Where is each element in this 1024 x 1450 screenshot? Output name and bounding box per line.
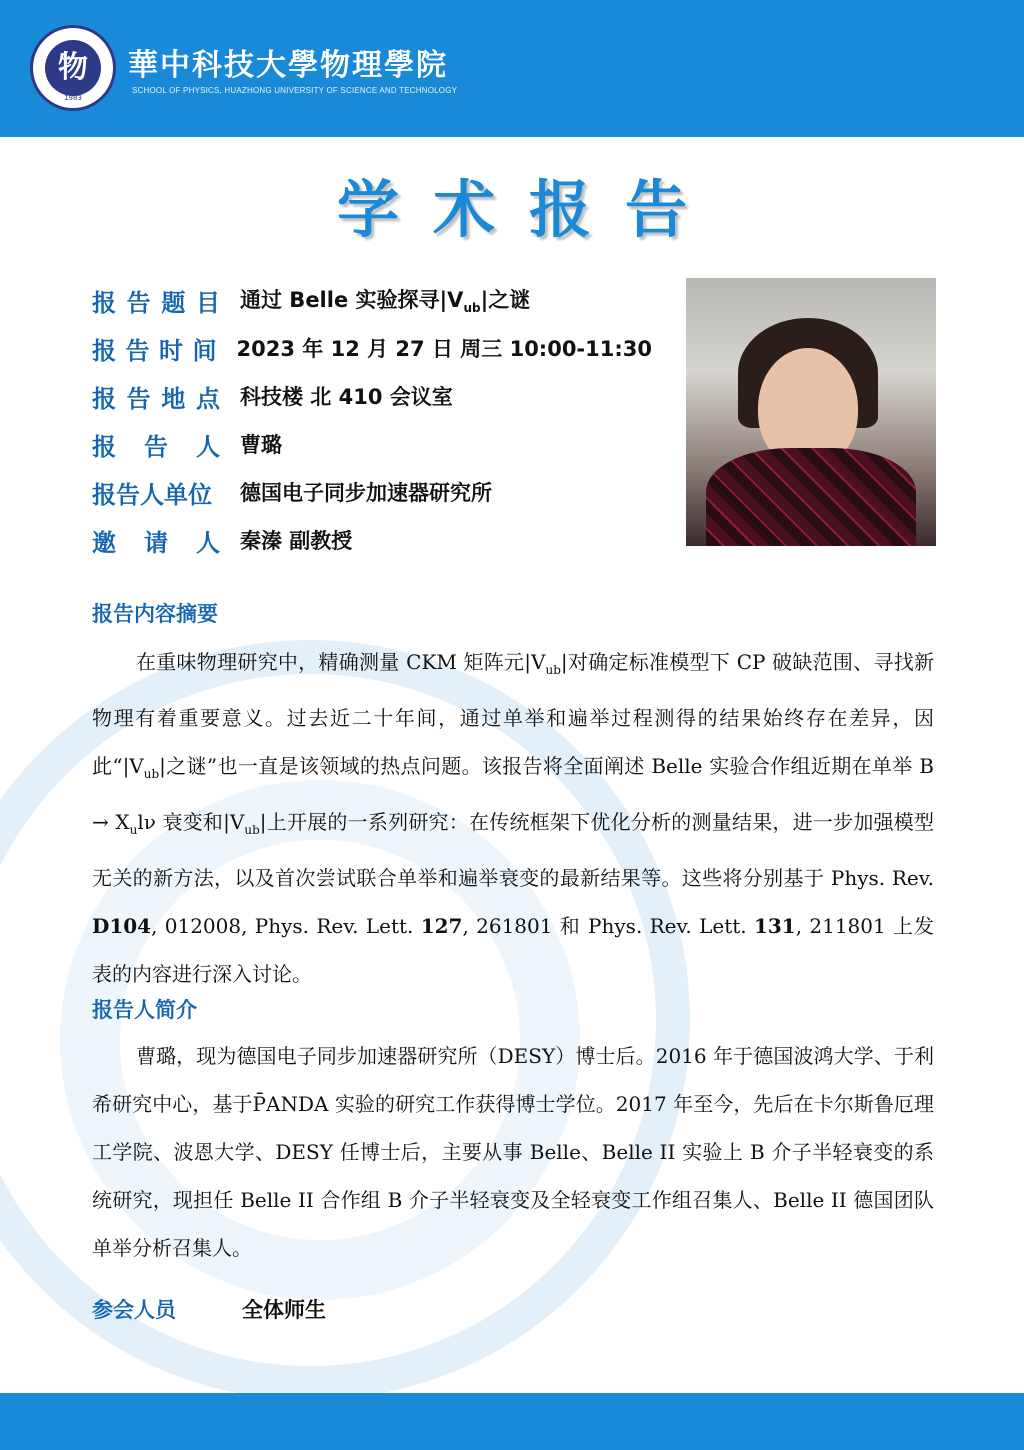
info-value-speaker: 曹璐 <box>240 433 282 457</box>
seal-year: 1983 <box>64 94 82 102</box>
info-label: 报 告 人 <box>92 432 220 461</box>
info-label: 报 告 时 间 <box>92 336 217 365</box>
header-banner <box>0 0 1024 137</box>
bio-text: 曹璐，现为德国电子同步加速器研究所（DESY）博士后。2016 年于德国波鸿大学、于利希研究中心，基于P̄ANDA 实验的研究工作获得博士学位。2017 年至今，先后在卡尔斯鲁厄理工学院、波恩大学、DESY 任博士后，主要从事 Belle、Belle II 实验上 B 介子半轻衰变的系统研究，现担任 Belle II 合作组 B 介子半轻衰变及全轻衰变工作组召集人、Belle II 德国团队单举分析召集人。 <box>92 1044 934 1260</box>
school-name: 華中科技大學物理學院 <box>128 48 448 83</box>
page-title: 学术报告 <box>336 173 721 246</box>
info-value-time: 2023 年 12 月 27 日 周三 10:00-11:30 <box>236 337 652 361</box>
info-label: 报告人单位 <box>92 480 212 509</box>
abstract-text: 在重味物理研究中，精确测量 CKM 矩阵元$|V_{ub}|$对确定标准模型下 CP 破缺范围、寻找新物理有着重要意义。过去近二十年间，通过单举和遍举过程测得的结果始终存在差异，因此“$|V_{ub}|$之谜”也一直是该领域的热点问题。该报告将全面阐述 Belle 实验合作组近期在单举 $B \to X_ul\nu$ 衰变和$|V_{ub}|$上开展的一系列研究：在传统框架下优化分析的测量结果，进一步加强模型无关的新方法，以及首次尝试联合单举和遍举衰变的最新结果等。这些将分别基于 Phys. Rev. D104, 012008, Phys. Rev. Lett. 127, 261801 和 Phys. Rev. Lett. 131, 211801 上发表的内容进行深入讨论。 <box>92 650 935 986</box>
info-row-affiliation <box>92 468 652 516</box>
info-row-topic <box>92 276 652 324</box>
bio-heading: 报告人简介 <box>92 998 197 1022</box>
info-row-location <box>92 372 652 420</box>
info-value-topic: 通过 Belle 实验探寻$|V_{ub}|$之谜 <box>240 288 531 316</box>
footer-banner <box>0 1393 1024 1450</box>
attendees-value: 全体师生 <box>242 1298 326 1322</box>
info-label: 报 告 题 目 <box>92 288 220 317</box>
info-row-host <box>92 516 652 564</box>
speaker-photo <box>686 278 936 546</box>
info-table <box>92 276 652 564</box>
info-label: 报 告 地 点 <box>92 384 220 413</box>
info-row-speaker <box>92 420 652 468</box>
school-name-english: SCHOOL OF PHYSICS, HUAZHONG UNIVERSITY OF SCIENCE AND TECHNOLOGY <box>132 86 458 95</box>
seal-glyph: 物 <box>45 40 101 96</box>
attendees-label: 参会人员 <box>92 1298 176 1322</box>
abstract-heading: 报告内容摘要 <box>92 602 218 626</box>
info-value-affiliation: 德国电子同步加速器研究所 <box>240 481 492 505</box>
university-seal-logo <box>30 25 116 111</box>
info-label: 邀 请 人 <box>92 528 220 557</box>
info-row-time <box>92 324 652 372</box>
info-value-location: 科技楼 北 410 会议室 <box>240 385 453 409</box>
photo-scarf <box>706 448 916 546</box>
info-value-host: 秦溱 副教授 <box>240 529 353 553</box>
